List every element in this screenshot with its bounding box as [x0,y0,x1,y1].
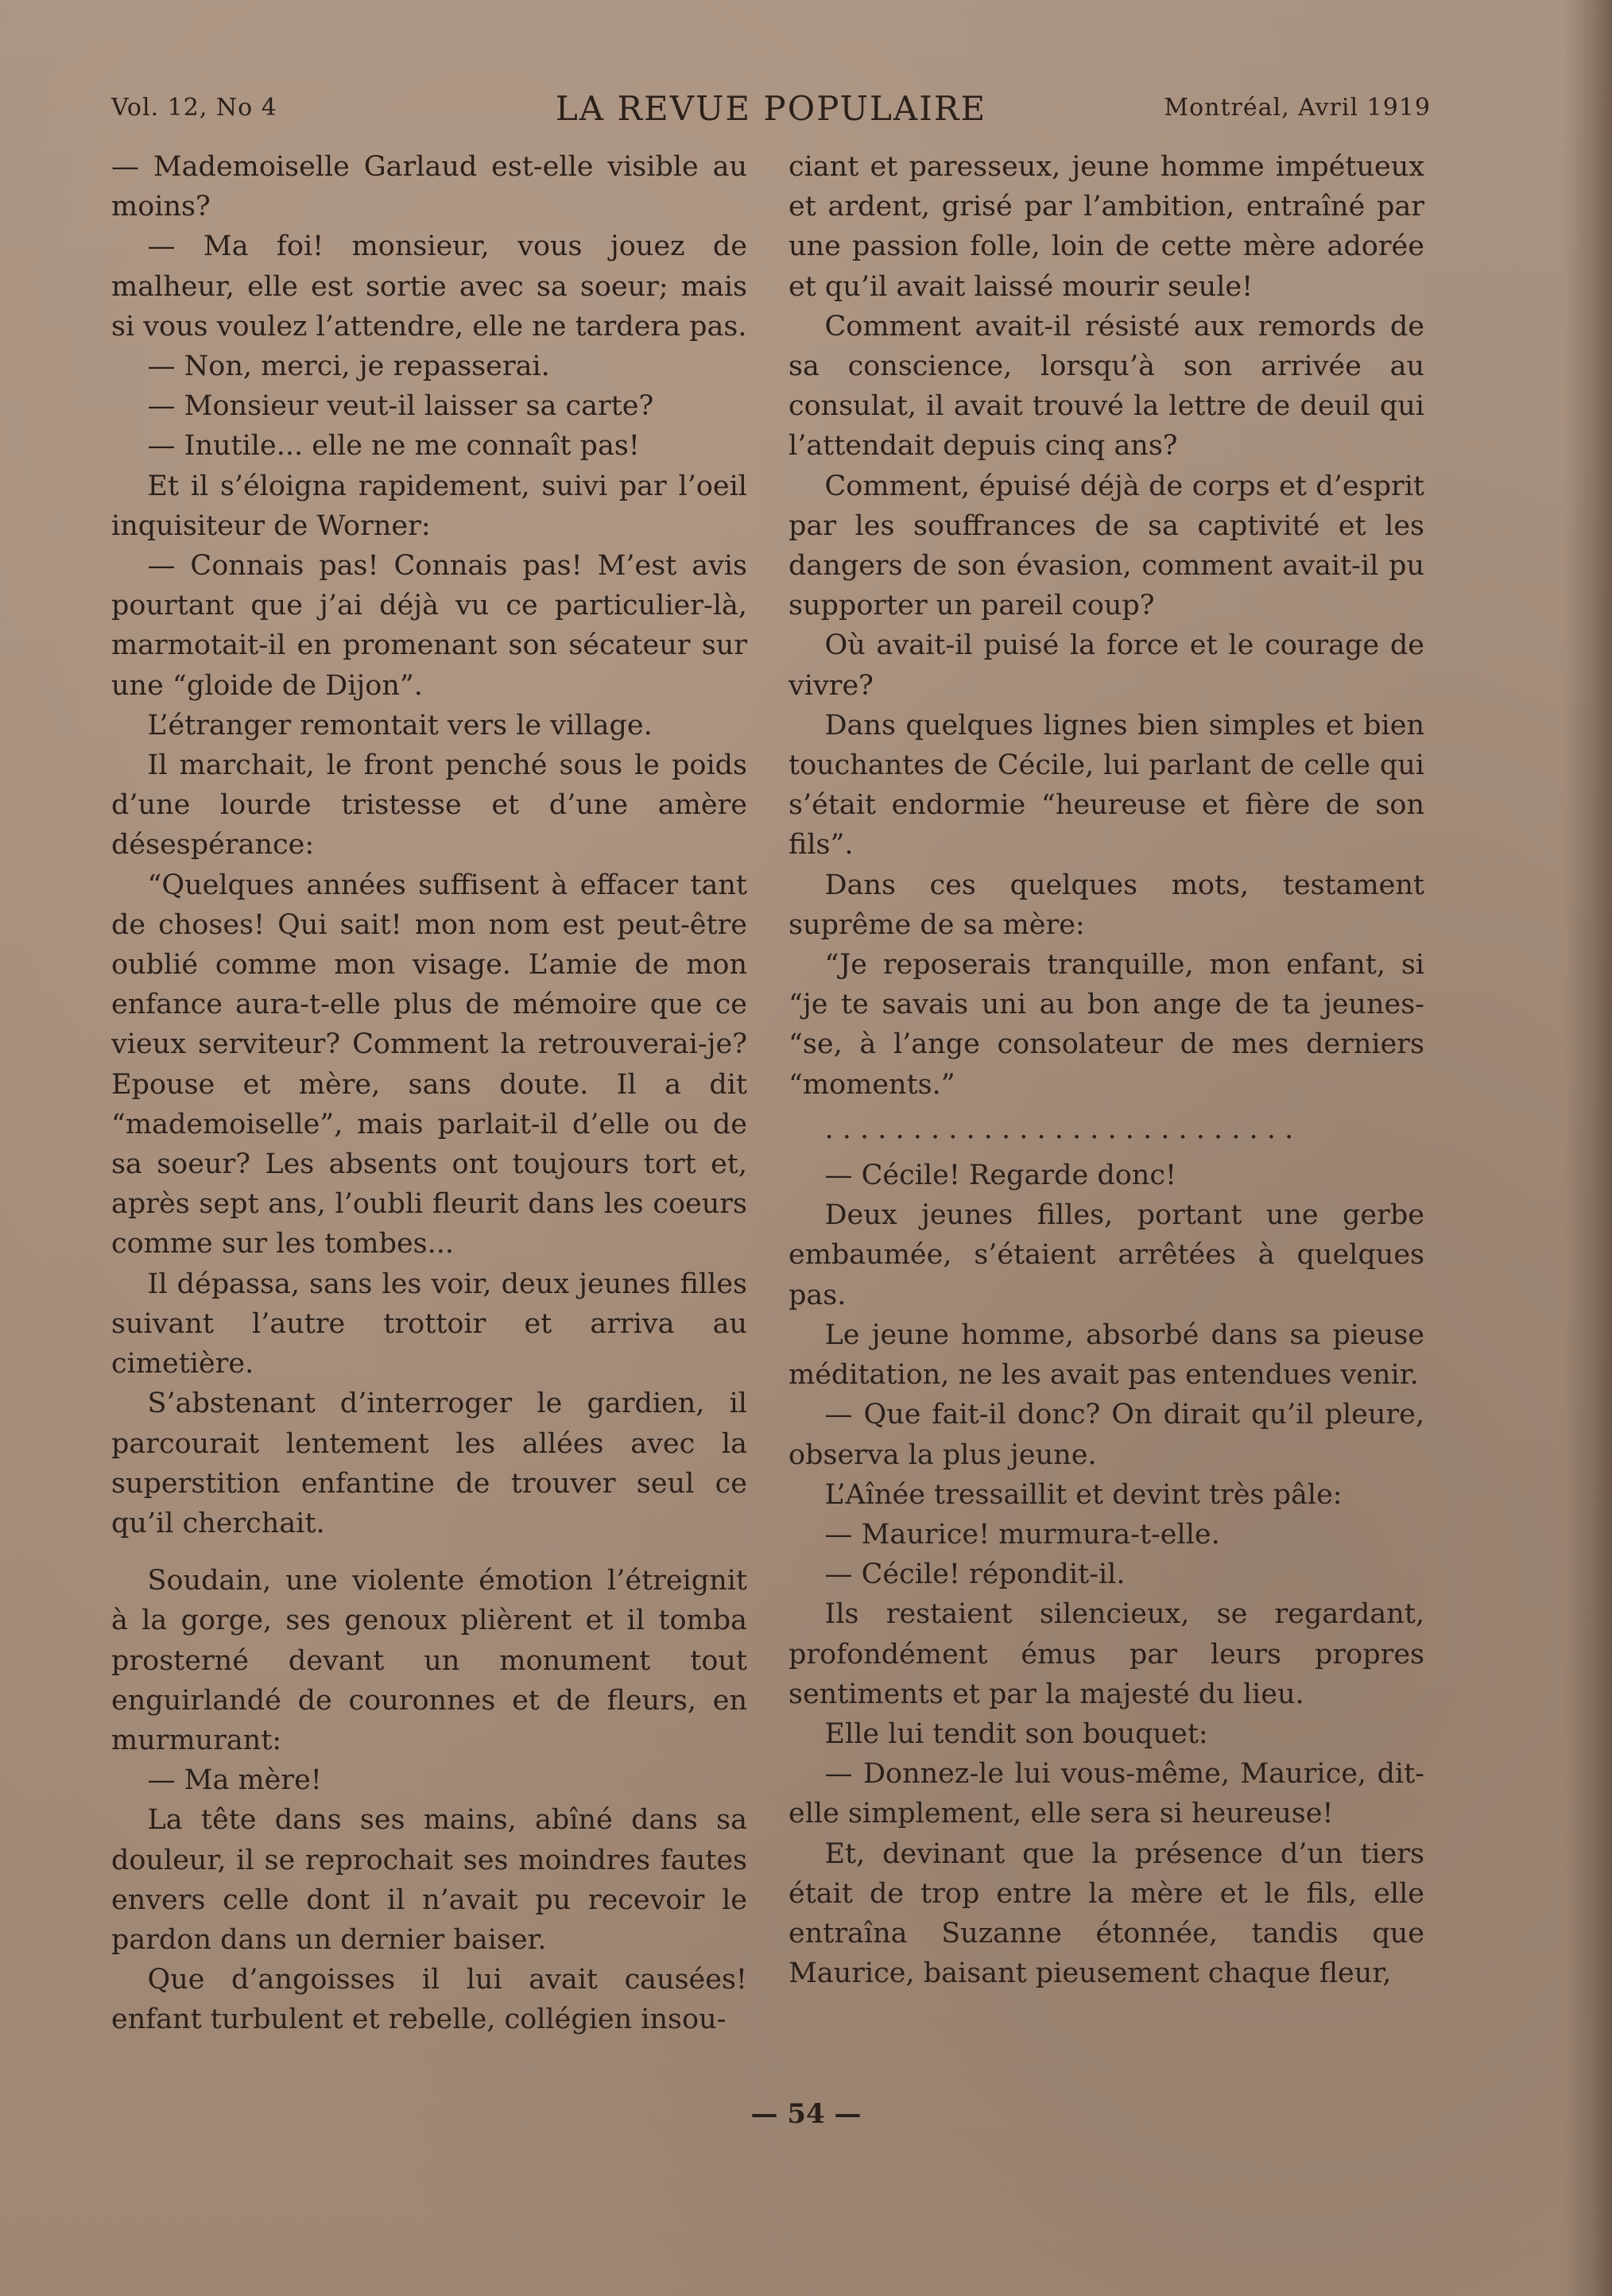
running-header [111,89,1431,129]
paragraph: Et, devinant que la présence d’un tiers était de trop entre la mère et le fils, elle entraîna Suzanne étonnée, tandis que Maurice, baisant pieusement chaque fleur, [789,1837,1424,1990]
volume-number: Vol. 12, No 4 [111,94,277,122]
paragraph: Dans ces quelques mots, testament suprême de sa mère: [789,869,1424,941]
issue-date: Montréal, Avril 1919 [1164,94,1431,122]
paragraph: ciant et paresseux, jeune homme impétueux et ardent, grisé par l’ambition, entraîné par une passion folle, loin de cette mère adorée et qu’il avait laissé mourir seule! [789,151,1424,303]
paragraph: Que d’angoisses il lui avait causées! enfant turbulent et rebelle, collégien insou- [111,1964,747,2036]
paragraph: — Cécile! répondit-il. [824,1558,1126,1591]
quotation: “Je reposerais tranquille, mon enfant, si “je te savais uni au bon ange de ta jeunes- “se, à l’ange consolateur de mes derniers “moments.” [789,949,1424,1101]
page-number: — 54 — [750,2098,862,2130]
paragraph: Et il s’éloigna rapidement, suivi par l’oeil inquisiteur de Worner: [111,470,747,542]
right-column [789,147,1424,1993]
paragraph: — Mademoiselle Garlaud est-elle visible au moins? [111,151,747,223]
paragraph: — Inutile... elle ne me connaît pas! [147,430,640,463]
paragraph: Il marchait, le front penché sous le poids d’une lourde tristesse et d’une amère désespérance: [111,749,747,861]
paragraph: L’Aînée tressaillit et devint très pâle: [824,1478,1343,1511]
paragraph: — Ma foi! monsieur, vous jouez de malheur, elle est sortie avec sa soeur; mais si vous voulez l’attendre, elle ne tardera pas. [111,230,747,343]
paragraph: — Ma mère! [147,1764,322,1797]
paragraph: Comment avait-il résisté aux remords de sa conscience, lorsqu’à son arrivée au consulat, il avait trouvé la lettre de deuil qui l’attendait depuis cinq ans? [789,310,1424,463]
left-column [111,147,747,2040]
paragraph: — Connais pas! Connais pas! M’est avis pourtant que j’ai déjà vu ce particulier-là, marmotait-il en promenant son sécateur sur une “gloide de Dijon”. [111,550,747,702]
paragraph: Deux jeunes filles, portant une gerbe embaumée, s’étaient arrêtées à quelques pas. [789,1199,1424,1311]
paragraph: Où avait-il puisé la force et le courage de vivre? [789,629,1424,702]
paragraph: Dans quelques lignes bien simples et bien touchantes de Cécile, lui parlant de celle qui s’était endormie “heureuse et fière de son fils”. [789,709,1424,861]
paragraph: Ils restaient silencieux, se regardant, profondément émus par leurs propres sentiments et par la majesté du lieu. [789,1598,1424,1710]
paragraph: S’abstenant d’interroger le gardien, il parcourait lentement les allées avec la superstition enfantine de trouver seul ce qu’il cherchait. [111,1388,747,1539]
paragraph: — Maurice! murmura-t-elle. [824,1518,1220,1551]
paragraph: — Monsieur veut-il laisser sa carte? [147,390,654,423]
paragraph: “Quelques années suffisent à effacer tant de choses! Qui sait! mon nom est peut-être oublié comme mon visage. L’amie de mon enfance aura-t-elle plus de mémoire que ce vieux serviteur? Comment la retrouverai-je? Epouse et mère, sans doute. Il a dit “mademoiselle”, mais parlait-il d’elle ou de sa soeur? Les absents ont toujours tort et, après sept ans, l’oubli fleurit dans les coeurs comme sur les tombes... [111,869,747,1260]
paragraph: L’étranger remontait vers le village. [147,709,653,741]
magazine-title: LA REVUE POPULAIRE [555,89,987,128]
paragraph: Comment, épuisé déjà de corps et d’esprit par les souffrances de sa captivité et les dangers de son évasion, comment avait-il pu supporter un pareil coup? [789,470,1424,622]
paragraph: La tête dans ses mains, abîné dans sa douleur, il se reprochait ses moindres fautes envers celle dont il n’avait pu recevoir le pardon dans un dernier baiser. [111,1804,747,1956]
paragraph: — Donnez-le lui vous-même, Maurice, dit-elle simplement, elle sera si heureuse! [789,1758,1424,1830]
paragraph: — Non, merci, je repasserai. [147,350,550,383]
paragraph: — Cécile! Regarde donc! [824,1160,1177,1192]
paragraph: Soudain, une violente émotion l’étreignit à la gorge, ses genoux plièrent et il tomba prosterné devant un monument tout enguirlandé de couronnes et de fleurs, en murmurant: [111,1565,747,1756]
paragraph: — Que fait-il donc? On dirait qu’il pleure, observa la plus jeune. [789,1399,1424,1471]
page-edge-shadow [1564,0,1612,2296]
paragraph: Il dépassa, sans les voir, deux jeunes filles suivant l’autre trottoir et arriva au cimetière. [111,1268,747,1380]
paragraph: Le jeune homme, absorbé dans sa pieuse méditation, ne les avait pas entendues venir. [789,1318,1424,1392]
section-break-dots: . . . . . . . . . . . . . . . . . . . . . . . . . . . [824,1113,1294,1145]
paragraph: Elle lui tendit son bouquet: [824,1717,1208,1750]
